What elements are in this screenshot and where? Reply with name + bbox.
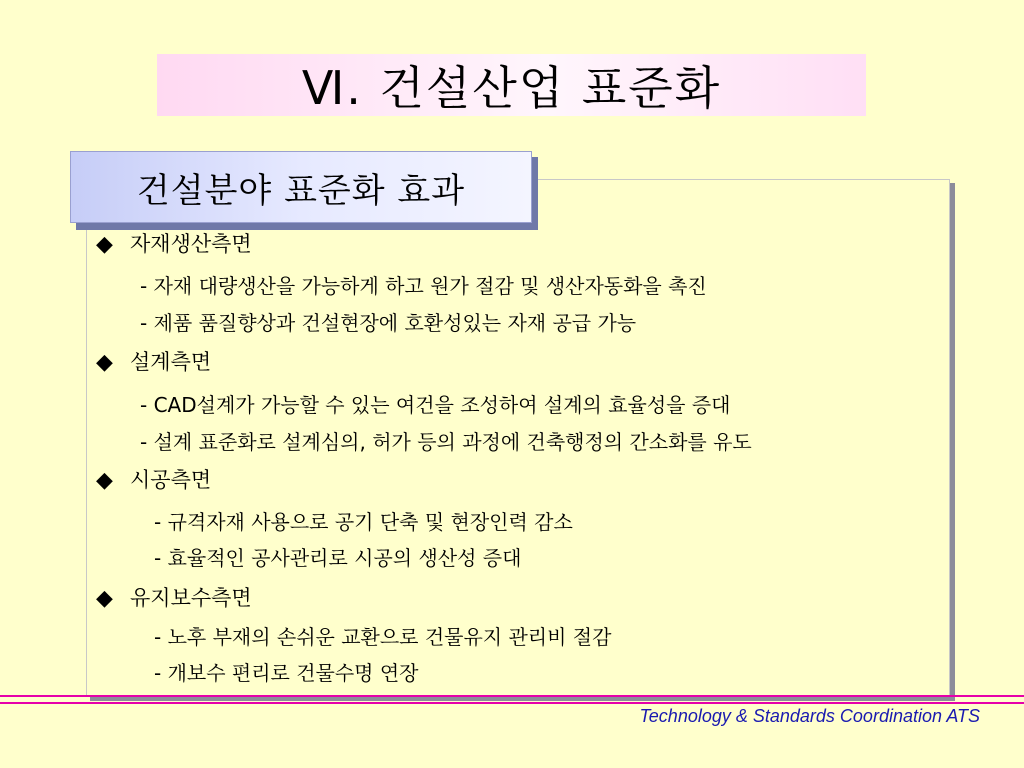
section-heading-construction [96,468,211,493]
section-heading-material [96,232,252,257]
footer-text: Technology & Standards Coordination ATS [639,706,980,726]
section-heading-label: 시공측면 [130,468,212,492]
footer-rule-bottom [0,702,1024,704]
subtitle-box [70,151,532,223]
section-item: - 설계 표준화로 설계심의, 허가 등의 과정에 건축행정의 간소화를 유도 [140,430,752,454]
section-heading-maintenance [96,586,252,611]
section-item: - 규격자재 사용으로 공기 단축 및 현장인력 감소 [154,510,573,534]
section-item: - 효율적인 공사관리로 시공의 생산성 증대 [154,546,522,570]
diamond-icon: ◆ [96,232,113,257]
section-heading-label: 설계측면 [130,350,212,374]
section-item: - 개보수 편리로 건물수명 연장 [154,661,419,685]
section-item: - 제품 품질향상과 건설현장에 호환성있는 자재 공급 가능 [140,311,637,335]
slide-title: Ⅵ. 건설산업 표준화 [301,61,722,115]
section-item: - 노후 부재의 손쉬운 교환으로 건물유지 관리비 절감 [154,625,612,649]
diamond-icon: ◆ [96,468,113,493]
section-heading-label: 자재생산측면 [130,232,252,256]
section-heading-label: 유지보수측면 [130,586,252,610]
section-heading-design [96,350,211,375]
footer-rule-top [0,695,1024,697]
diamond-icon: ◆ [96,350,113,375]
slide-title-box [157,54,866,116]
section-item: - CAD설계가 가능할 수 있는 여건을 조성하여 설계의 효율성을 증대 [140,393,731,417]
diamond-icon: ◆ [96,586,113,611]
subtitle: 건설분야 표준화 효과 [136,170,466,211]
section-item: - 자재 대량생산을 가능하게 하고 원가 절감 및 생산자동화을 촉진 [140,274,707,298]
